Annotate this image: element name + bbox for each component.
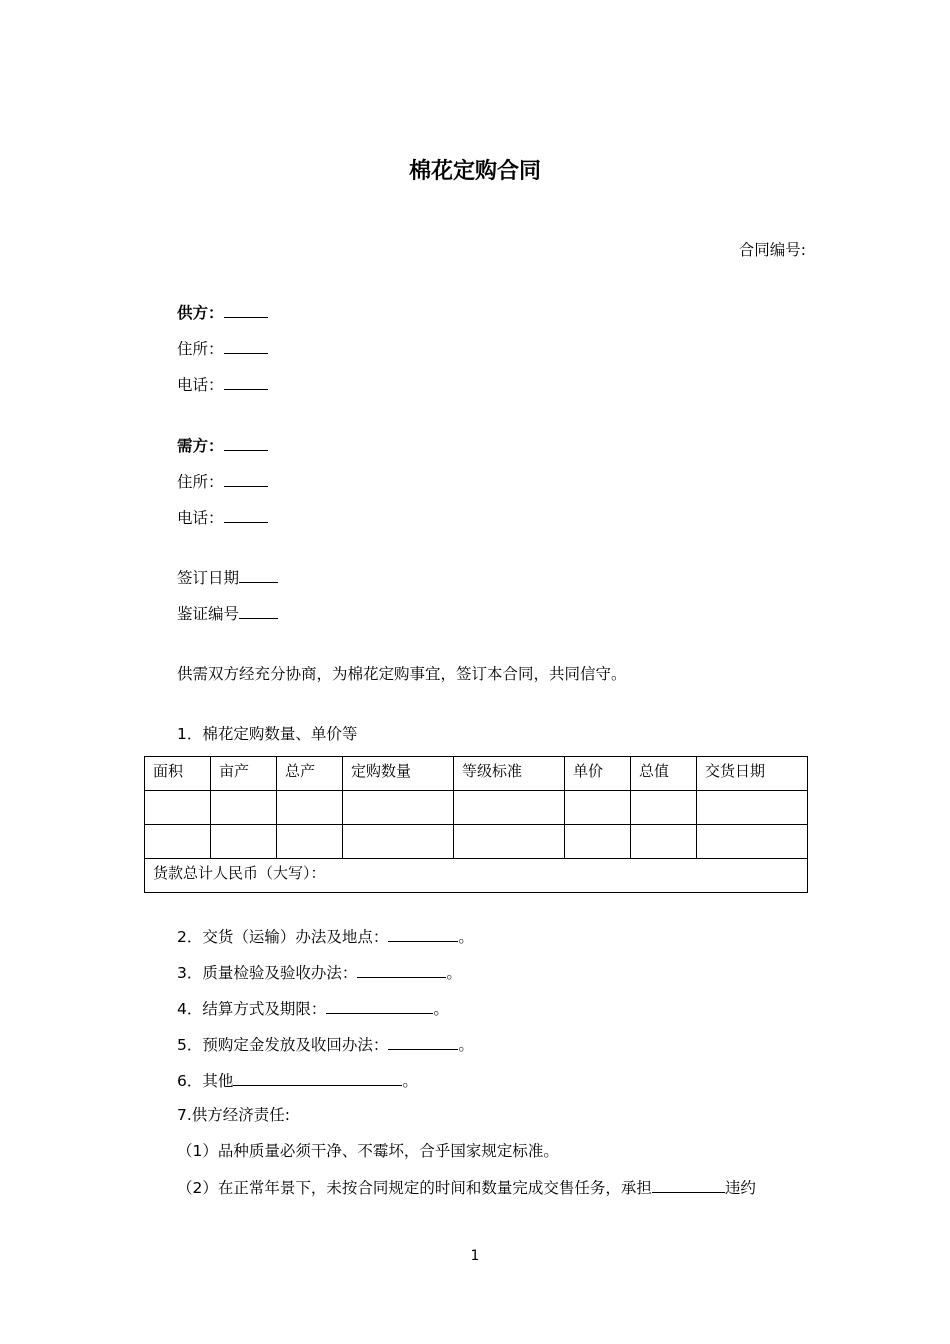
clause-2 — [177, 926, 474, 947]
section1-heading: 1．棉花定购数量、单价等 — [177, 725, 358, 743]
clause-4-blank — [326, 998, 433, 1014]
table-header-cell: 亩产 — [211, 757, 277, 791]
clause-7-2 — [177, 1177, 756, 1198]
table-header-cell: 面积 — [145, 757, 211, 791]
clause-2-blank — [388, 926, 458, 942]
verification-no-line — [177, 603, 278, 624]
table-header-cell: 交货日期 — [697, 757, 808, 791]
sign-date-blank — [239, 567, 278, 583]
table-header-cell: 总值 — [631, 757, 697, 791]
clause-4 — [177, 998, 449, 1019]
order-table — [144, 756, 808, 893]
clause-3-end: 。 — [446, 964, 462, 982]
page-number: 1 — [470, 1248, 480, 1264]
buyer-phone-blank — [224, 507, 268, 523]
clause-6-text: 6．其他 — [177, 1072, 234, 1090]
table-cell — [277, 791, 343, 825]
supplier-phone-line — [177, 374, 268, 395]
table-cell — [631, 825, 697, 859]
clause-7-2-tail: 违约 — [724, 1179, 756, 1197]
buyer-label: 需方： — [177, 437, 224, 455]
buyer-line — [177, 435, 268, 456]
clause-6 — [177, 1070, 418, 1091]
supplier-address-line — [177, 338, 268, 359]
clause-7: 7.供方经济责任: — [177, 1106, 291, 1124]
clause-7-1: （1）品种质量必须干净、不霉坏，合乎国家规定标准。 — [177, 1142, 559, 1160]
clause-2-end: 。 — [458, 928, 474, 946]
clause-3 — [177, 962, 462, 983]
table-cell — [211, 791, 277, 825]
supplier-address-label: 住所： — [177, 340, 224, 358]
clause-2-text: 2．交货（运输）办法及地点： — [177, 928, 389, 946]
table-cell — [565, 791, 631, 825]
buyer-address-line — [177, 471, 268, 492]
table-cell — [277, 825, 343, 859]
clause-7-2-text: （2）在正常年景下，未按合同规定的时间和数量完成交售任务，承担 — [177, 1179, 652, 1197]
supplier-label: 供方： — [177, 304, 224, 322]
clause-5 — [177, 1034, 474, 1055]
supplier-blank — [224, 302, 268, 318]
table-cell — [697, 791, 808, 825]
clause-5-blank — [388, 1034, 458, 1050]
clause-5-end: 。 — [458, 1036, 474, 1054]
table-header-cell: 单价 — [565, 757, 631, 791]
supplier-address-blank — [224, 338, 268, 354]
table-total-cell: 货款总计人民币（大写）： — [145, 859, 808, 893]
table-cell — [631, 791, 697, 825]
table-header-cell: 等级标准 — [454, 757, 565, 791]
table-header-row — [145, 757, 808, 791]
table-row — [145, 825, 808, 859]
clause-4-end: 。 — [433, 1000, 449, 1018]
sign-date-line — [177, 567, 278, 588]
clause-3-blank — [357, 962, 446, 978]
clause-4-text: 4．结算方式及期限： — [177, 1000, 327, 1018]
table-total-row — [145, 859, 808, 893]
table-cell — [145, 825, 211, 859]
supplier-phone-label: 电话： — [177, 376, 224, 394]
table-cell — [343, 825, 454, 859]
buyer-phone-label: 电话： — [177, 509, 224, 527]
contract-number-label: 合同编号: — [738, 241, 806, 259]
table-cell — [454, 791, 565, 825]
table-cell — [145, 791, 211, 825]
table-cell — [343, 791, 454, 825]
table-header-cell: 总产 — [277, 757, 343, 791]
sign-date-label: 签订日期 — [177, 569, 240, 587]
preamble: 供需双方经充分协商，为棉花定购事宜，签订本合同，共同信守。 — [177, 665, 627, 683]
verification-no-label: 鉴证编号 — [177, 605, 240, 623]
clause-6-end: 。 — [402, 1072, 418, 1090]
clause-6-blank — [233, 1070, 402, 1086]
clause-5-text: 5．预购定金发放及收回办法： — [177, 1036, 389, 1054]
buyer-address-label: 住所： — [177, 473, 224, 491]
document-title: 棉花定购合同 — [408, 159, 541, 184]
table-cell — [454, 825, 565, 859]
clause-7-2-blank — [652, 1177, 725, 1193]
table-header-cell: 定购数量 — [343, 757, 454, 791]
clause-3-text: 3．质量检验及验收办法： — [177, 964, 358, 982]
table-cell — [565, 825, 631, 859]
buyer-address-blank — [224, 471, 268, 487]
supplier-line — [177, 302, 268, 323]
buyer-blank — [224, 435, 268, 451]
verification-no-blank — [239, 603, 278, 619]
table-cell — [211, 825, 277, 859]
table-row — [145, 791, 808, 825]
buyer-phone-line — [177, 507, 268, 528]
table-cell — [697, 825, 808, 859]
supplier-phone-blank — [224, 374, 268, 390]
